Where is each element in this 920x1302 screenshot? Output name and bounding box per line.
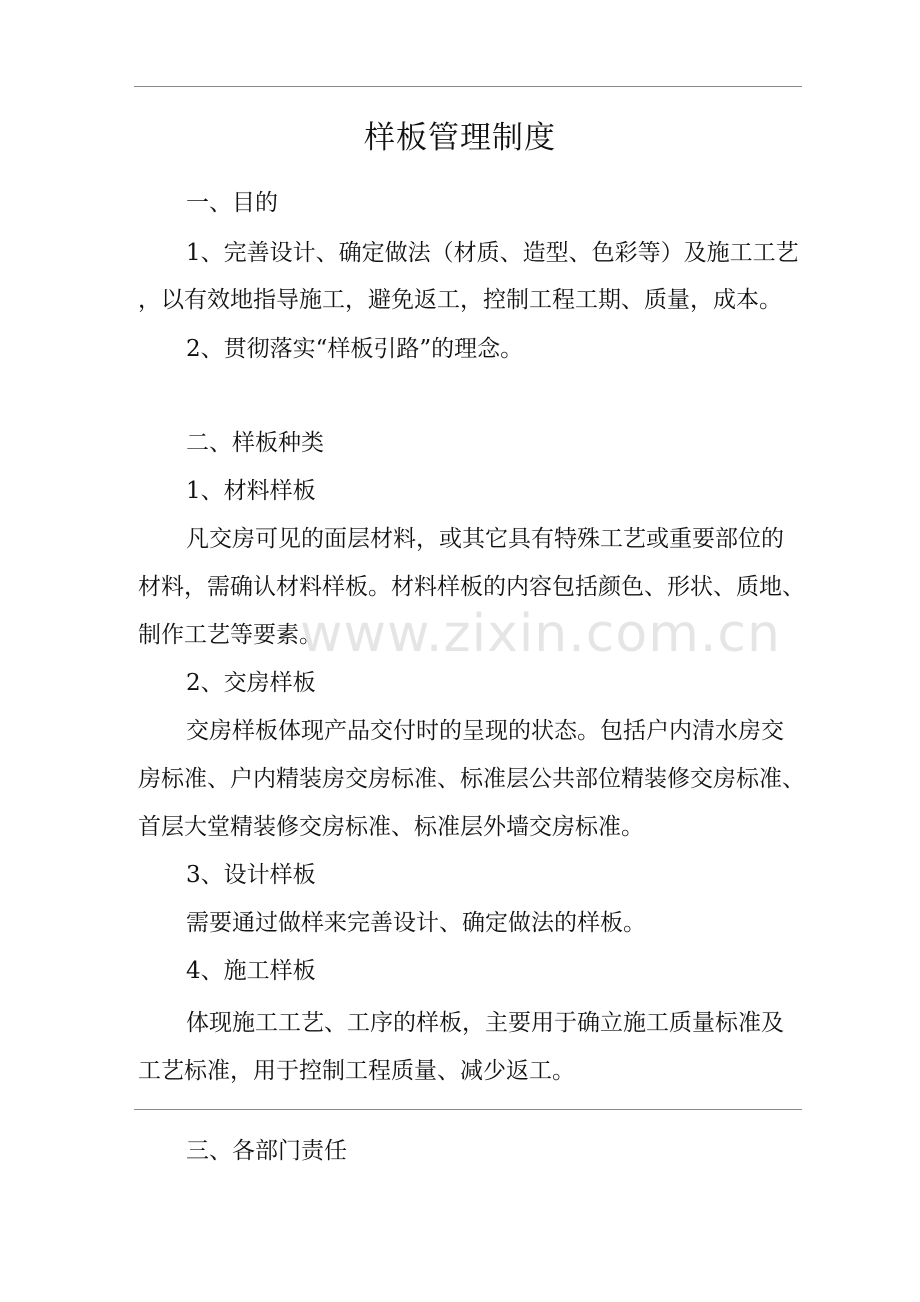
paragraph-line: 体现施工工艺、工序的样板，主要用于确立施工质量标准及 xyxy=(186,1010,784,1036)
paragraph-line: 1、完善设计、确定做法（材质、造型、色彩等）及施工工艺 xyxy=(186,240,799,266)
section-heading-responsibility: 三、各部门责任 xyxy=(186,1138,347,1164)
paragraph-line: 工艺标准，用于控制工程质量、减少返工。 xyxy=(138,1058,575,1084)
item-title-design: 3、设计样板 xyxy=(186,862,316,888)
watermark: www.zixin.com.cn xyxy=(300,604,781,664)
paragraph-line: 凡交房可见的面层材料，或其它具有特殊工艺或重要部位的 xyxy=(186,526,784,552)
paragraph-line: 需要通过做样来完善设计、确定做法的样板。 xyxy=(186,910,646,936)
section-heading-types: 二、样板种类 xyxy=(186,430,324,456)
paragraph-line: 交房样板体现产品交付时的呈现的状态。包括户内清水房交 xyxy=(186,718,784,744)
section-heading-purpose: 一、目的 xyxy=(186,190,278,216)
item-title-material: 1、材料样板 xyxy=(186,478,316,504)
paragraph-line: ，以有效地指导施工，避免返工，控制工程工期、质量，成本。 xyxy=(138,287,782,313)
paragraph-line: 2、贯彻落实“样板引路”的理念。 xyxy=(186,336,524,362)
item-title-delivery: 2、交房样板 xyxy=(186,670,316,696)
header-rule xyxy=(134,86,802,87)
paragraph-line: 首层大堂精装修交房标准、标准层外墙交房标准。 xyxy=(138,814,644,840)
document-title: 样板管理制度 xyxy=(364,120,556,156)
page-break-rule xyxy=(134,1109,802,1110)
paragraph-line: 房标准、户内精装房交房标准、标准层公共部位精装修交房标准、 xyxy=(138,766,805,792)
item-title-construction: 4、施工样板 xyxy=(186,958,316,984)
paragraph-line: 材料，需确认材料样板。材料样板的内容包括颜色、形状、质地、 xyxy=(138,574,805,600)
paragraph-line: 制作工艺等要素。 xyxy=(138,622,322,648)
